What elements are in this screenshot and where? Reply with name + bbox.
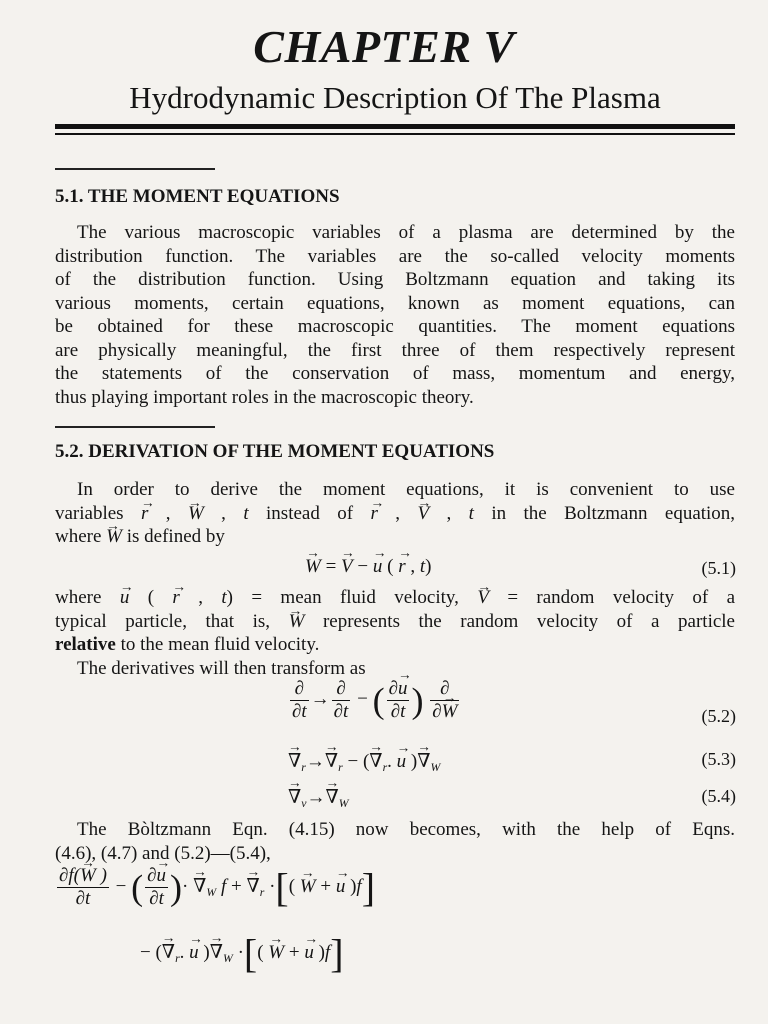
section-divider [55, 426, 215, 428]
section-heading-5-2: 5.2. DERIVATION OF THE MOMENT EQUATIONS [55, 441, 495, 462]
boltzmann-equation-line-2: − (→ $\nabla_r$. → u )→ $\nabla_W$ ·[( → W + → u )f] [140, 930, 344, 977]
equation-number: (5.1) [701, 558, 736, 578]
title-rule-thin [55, 133, 735, 135]
paragraph-line: The derivatives will then transform as [77, 657, 366, 679]
chapter-subtitle: Hydrodynamic Description Of The Plasma [129, 80, 661, 115]
paragraph-line: (4.6), (4.7) and (5.2)—(5.4), [55, 842, 271, 864]
paragraph-line: distribution function. The variables are the so-called velocity moments [55, 245, 735, 267]
section-divider [55, 168, 215, 170]
section-5-2-intro [55, 478, 735, 549]
paragraph-line: relative to the mean fluid velocity. [55, 634, 320, 655]
paragraph-line: The various macroscopic variables of a plasma are determined by the [77, 222, 735, 243]
section-5-1-paragraph [55, 221, 735, 409]
boltzmann-equation-line-1: $\frac{\partial f(\to W )}{\partial t}$ − ( $\frac{\partial\to u}{\partial t}$ )· → $\nabla_W$ f + → $\nabla_r$ ·[( → W + → u )f] [55, 864, 375, 911]
title-rule-thick [55, 124, 735, 129]
paragraph-line: various moments, certain equations, known as moment equations, can [55, 292, 735, 314]
equation-5-4: → $\nabla_v\to\to \nabla_W$ [288, 786, 349, 811]
equation-number: (5.4) [701, 786, 736, 806]
equation-5-1: → W = → V − → u ( → r , t) [305, 556, 431, 578]
paragraph-line: of the distribution function. Using Boltzmann equation and taking its [55, 269, 735, 290]
paragraph-line: variables → r , → W , t instead of → r , → V , t in the Boltzmann equation, [55, 502, 735, 526]
paragraph-line: The Bòltzmann Eqn. (4.15) now becomes, with the help of Eqns. [77, 819, 735, 840]
chapter-title: CHAPTER V [253, 21, 515, 72]
paragraph-line: be obtained for these macroscopic quantities. The moment equations [55, 316, 735, 337]
paragraph-line: In order to derive the moment equations, it is convenient to use [77, 479, 735, 500]
section-heading-5-1: 5.1. THE MOMENT EQUATIONS [55, 186, 340, 207]
paragraph-line: where → u ( → r , t) = mean fluid velocity, → V = random velocity of a [55, 586, 735, 610]
section-5-2-after-eq1 [55, 586, 735, 680]
paragraph-line: are physically meaningful, the first three of them respectively represent [55, 339, 735, 361]
paragraph-line: the statements of the conservation of mass, momentum and energy, [55, 363, 735, 384]
paragraph-line: thus playing important roles in the macroscopic theory. [55, 386, 474, 408]
equation-5-2: $\frac{\partial}{\partial t}$ → $\frac{\partial}{\partial t}$ − ( $\frac{\partial\to u}{\partial t}$ ) $\frac{\partial}{\partial\to W}$ [288, 678, 461, 723]
paragraph-line: typical particle, that is, → W represents the random velocity of a particle [55, 610, 735, 634]
equation-5-3: → $\nabla_r\to\to \nabla_r$ − (→ $\nabla_r$. → u )→ $\nabla_W$ [288, 750, 440, 775]
paragraph-line: where → W is defined by [55, 525, 735, 549]
equation-number: (5.2) [701, 706, 736, 726]
equation-number: (5.3) [701, 749, 736, 769]
